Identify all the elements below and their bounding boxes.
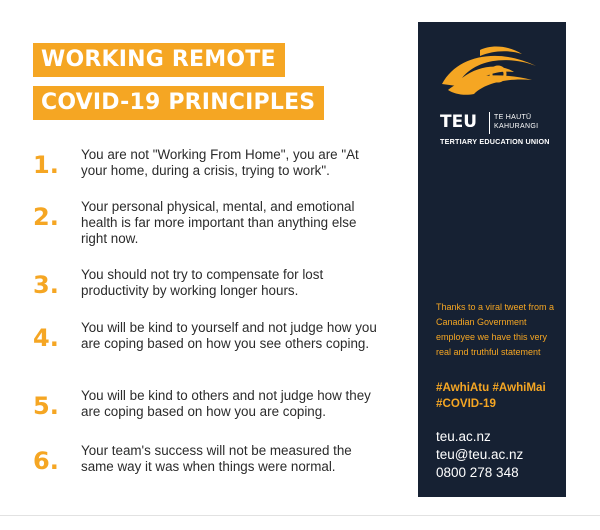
principle-text: You will be kind to others and not judge how they are coping based on how you are coping. [81, 388, 371, 419]
title-line-1: WORKING REMOTE [33, 43, 285, 77]
brand-divider [489, 112, 490, 134]
principle-text: Your personal physical, mental, and emotional health is far more important than anything else right now. [81, 199, 357, 246]
title-line-2: COVID-19 PRINCIPLES [33, 86, 324, 120]
maori-name-line-1: TE HAUTŪ [494, 114, 532, 121]
email-link[interactable]: teu@teu.ac.nz [436, 447, 524, 462]
principle-text: You should not try to compensate for lost productivity by working longer hours. [81, 267, 324, 298]
principle-text: You will be kind to yourself and not judge how you are coping based on how you see others coping. [81, 320, 377, 351]
principle-number: 4. [33, 324, 59, 352]
teu-sidebar [418, 22, 566, 497]
teu-brand: TEU [440, 112, 478, 132]
maori-name-line-2: KAHURANGI [494, 123, 539, 130]
principle-number: 1. [33, 151, 59, 179]
hashtags: #AwhiAtu #AwhiMai #COVID-19 [436, 381, 546, 410]
principle-text: Your team's success will not be measured the same way it was when things were normal. [81, 443, 352, 474]
principle-number: 2. [33, 203, 59, 231]
phone-number: 0800 278 348 [436, 465, 519, 480]
principle-number: 3. [33, 271, 59, 299]
principle-number: 6. [33, 447, 59, 475]
union-name: TERTIARY EDUCATION UNION [440, 137, 550, 146]
teu-koru-logo [440, 44, 540, 100]
principle-text: You are not "Working From Home", you are "At your home, during a crisis, trying to work". [81, 147, 359, 178]
website-link[interactable]: teu.ac.nz [436, 429, 491, 444]
bottom-divider [0, 515, 600, 516]
attribution-text: Thanks to a viral tweet from a Canadian Government employee we have this very real and truthful statement [436, 302, 555, 357]
principle-number: 5. [33, 392, 59, 420]
